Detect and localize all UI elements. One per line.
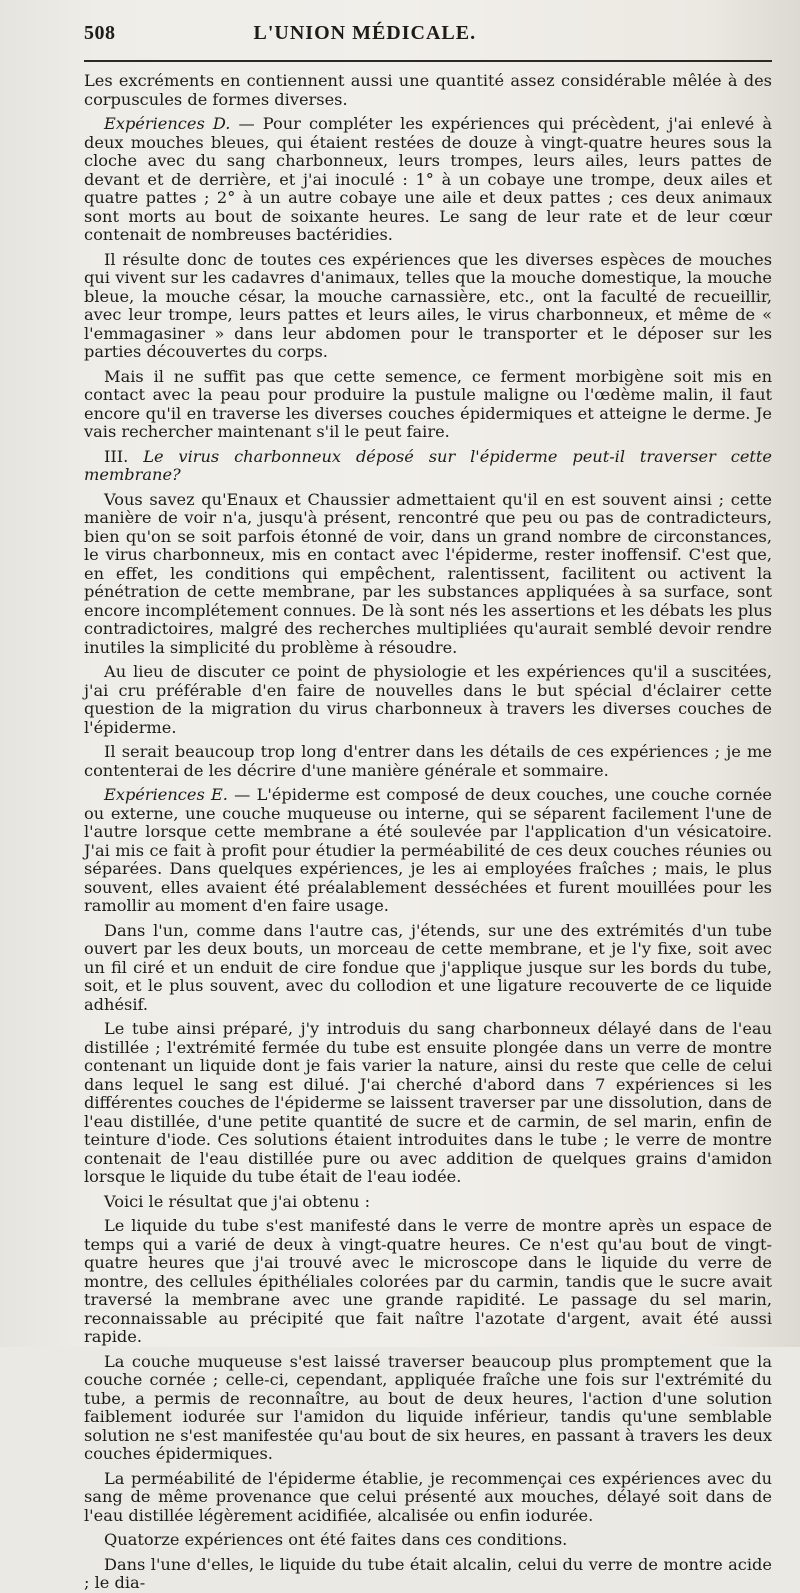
paragraph: Les excréments en contiennent aussi une quantité assez considérable mêlée à des corpuscules de formes diverses.	[84, 71, 772, 109]
paragraph: Il serait beaucoup trop long d'entrer dans les détails de ces expériences ; je me contenterai de les décrire d'une manière générale et sommaire.	[84, 742, 772, 780]
paragraph: Quatorze expériences ont été faites dans ces conditions.	[104, 1530, 568, 1549]
paragraph: Dans l'un, comme dans l'autre cas, j'étends, sur une des extrémités d'un tube ouvert par les deux bouts, un morceau de cette membrane, et je l'y fixe, soit avec un fil ciré et un enduit de cire fondue que j'applique jusque sur les bords du tube, soit, et le plus souvent, avec du collodion et une ligature recouverte de ce liquide adhésif.	[84, 920, 772, 1014]
page-number: 508	[84, 22, 116, 44]
paragraph: La couche muqueuse s'est laissé traverser beaucoup plus promptement que la couche cornée ; celle-ci, cependant, appliquée fraîche une fois sur l'extrémité du tube, a permis de reconnaître, au bout de deux heures, l'action d'une solution faiblement iodurée sur l'amidon du liquide inférieur, tandis qu'une semblable solution ne s'est manifestée qu'au bout de six heures, en passant à travers les deux couches épidermiques.	[84, 1351, 772, 1463]
paragraph: Mais il ne suffit pas que cette semence, ce ferment morbigène soit mis en contact avec la peau pour produire la pustule maligne ou l'œdème malin, il faut encore qu'il en traverse les diverses couches épidermiques et atteigne le derme. Je vais rechercher maintenant s'il le peut faire.	[84, 366, 772, 441]
paragraph: Le liquide du tube s'est manifesté dans le verre de montre après un espace de temps qui a varié de deux à vingt-quatre heures. Ce n'est qu'au bout de vingt-quatre heures que j'ai trouvé avec le microscope dans le liquide du verre de montre, des cellules épithéliales colorées par du carmin, tandis que le sucre avait traversé la membrane avec une grande rapidité. Le passage du sel marin, reconnaissable au précipité que fait naître l'azotate d'argent, avait été aussi rapide.	[84, 1216, 772, 1346]
paragraph: Au lieu de discuter ce point de physiologie et les expériences qu'il a suscitées, j'ai cru préférable d'en faire de nouvelles dans le but spécial d'éclairer cette question de la migration du virus charbonneux à travers les diverses couches de l'épiderme.	[84, 662, 772, 737]
paragraph-text: — L'épiderme est composé de deux couches, une couche cornée ou externe, une couche muqueuse ou interne, qui se séparent facilement l'une de l'autre lorsque cette membrane a été soulevée par l'application d'un vésicatoire. J'ai mis ce fait à profit pour étudier la perméabilité de ces deux couches réunies ou séparées. Dans quelques expériences, je les ai employées fraîches ; mais, le plus souvent, elles avaient été préalablement desséchées et furent mouillées pour les ramollir au moment d'en faire usage.	[84, 785, 772, 915]
section-heading	[84, 448, 772, 485]
section-numeral: III.	[104, 446, 129, 466]
paragraph: Dans l'une d'elles, le liquide du tube était alcalin, celui du verre de montre acide ; le dia-	[84, 1554, 772, 1592]
running-head	[84, 22, 770, 52]
journal-title: L'UNION MÉDICALE.	[253, 22, 477, 44]
paragraph	[84, 115, 772, 245]
paragraph: La perméabilité de l'épiderme établie, je recommençai ces expériences avec du sang de même provenance que celui présenté aux mouches, délayé soit dans de l'eau distillée légèrement acidifiée, alcalisée ou enfin iodurée.	[84, 1468, 772, 1525]
section-title: Le virus charbonneux déposé sur l'épiderme peut-il traverser cette membrane?	[84, 446, 772, 484]
header-rule	[84, 60, 772, 62]
paragraph	[84, 786, 772, 916]
experiment-lead: Expériences D.	[104, 114, 231, 133]
paragraph: Voici le résultat que j'ai obtenu :	[104, 1191, 371, 1211]
article-body	[84, 72, 772, 1593]
paragraph: Le tube ainsi préparé, j'y introduis du sang charbonneux délayé dans de l'eau distillée ; l'extrémité fermée du tube est ensuite plongée dans un verre de montre contenant un liquide dont je fais varier la nature, ainsi du reste que celle de celui dans lequel le sang est dilué. J'ai cherché d'abord dans 7 expériences si les différentes couches de l'épiderme se laissent traverser par une dissolution, dans de l'eau distillée, d'une petite quantité de sucre et de carmin, de sel marin, enfin de teinture d'iode. Ces solutions étaient introduites dans le tube ; le verre de montre contenait de l'eau distillée pure ou avec addition de quelques grains d'amidon lorsque le liquide du tube était de l'eau iodée.	[84, 1019, 772, 1186]
experiment-lead: Expériences E.	[104, 785, 228, 804]
paragraph: Vous savez qu'Enaux et Chaussier admettaient qu'il en est souvent ainsi ; cette manière de voir n'a, jusqu'à présent, rencontré que peu ou pas de contradicteurs, bien qu'on se soit parfois étonné de voir, dans un grand nombre de circonstances, le virus charbonneux, mis en contact avec l'épiderme, rester inoffensif. C'est que, en effet, les conditions qui empêchent, ralentissent, facilitent ou activent la pénétration de cette membrane, par les substances appliquées à sa surface, sont encore incomplétement connues. De là sont nés les assertions et les débats les plus contradictoires, malgré des recherches multipliées qu'aurait semblé devoir rendre inutiles la simplicité du problème à résoudre.	[84, 489, 772, 657]
paragraph: Il résulte donc de toutes ces expériences que les diverses espèces de mouches qui vivent sur les cadavres d'animaux, telles que la mouche domestique, la mouche bleue, la mouche césar, la mouche carnassière, etc., ont la faculté de recueillir, avec leur trompe, leurs pattes et leurs ailes, le virus charbonneux, et même de « l'emmagasiner » dans leur abdomen pour le transporter et le déposer sur les parties découvertes du corps.	[84, 249, 772, 361]
paragraph-text: — Pour compléter les expériences qui précèdent, j'ai enlevé à deux mouches bleues, qui étaient restées de douze à vingt-quatre heures sous la cloche avec du sang charbonneux, leurs trompes, leurs ailes, leurs pattes de devant et de derrière, et j'ai inoculé : 1° à un cobaye une trompe, deux ailes et quatre pattes ; 2° à un autre cobaye une aile et deux pattes ; ces deux animaux sont morts au bout de soixante heures. Le sang de leur rate et de leur cœur contenait de nombreuses bactéridies.	[84, 114, 772, 244]
